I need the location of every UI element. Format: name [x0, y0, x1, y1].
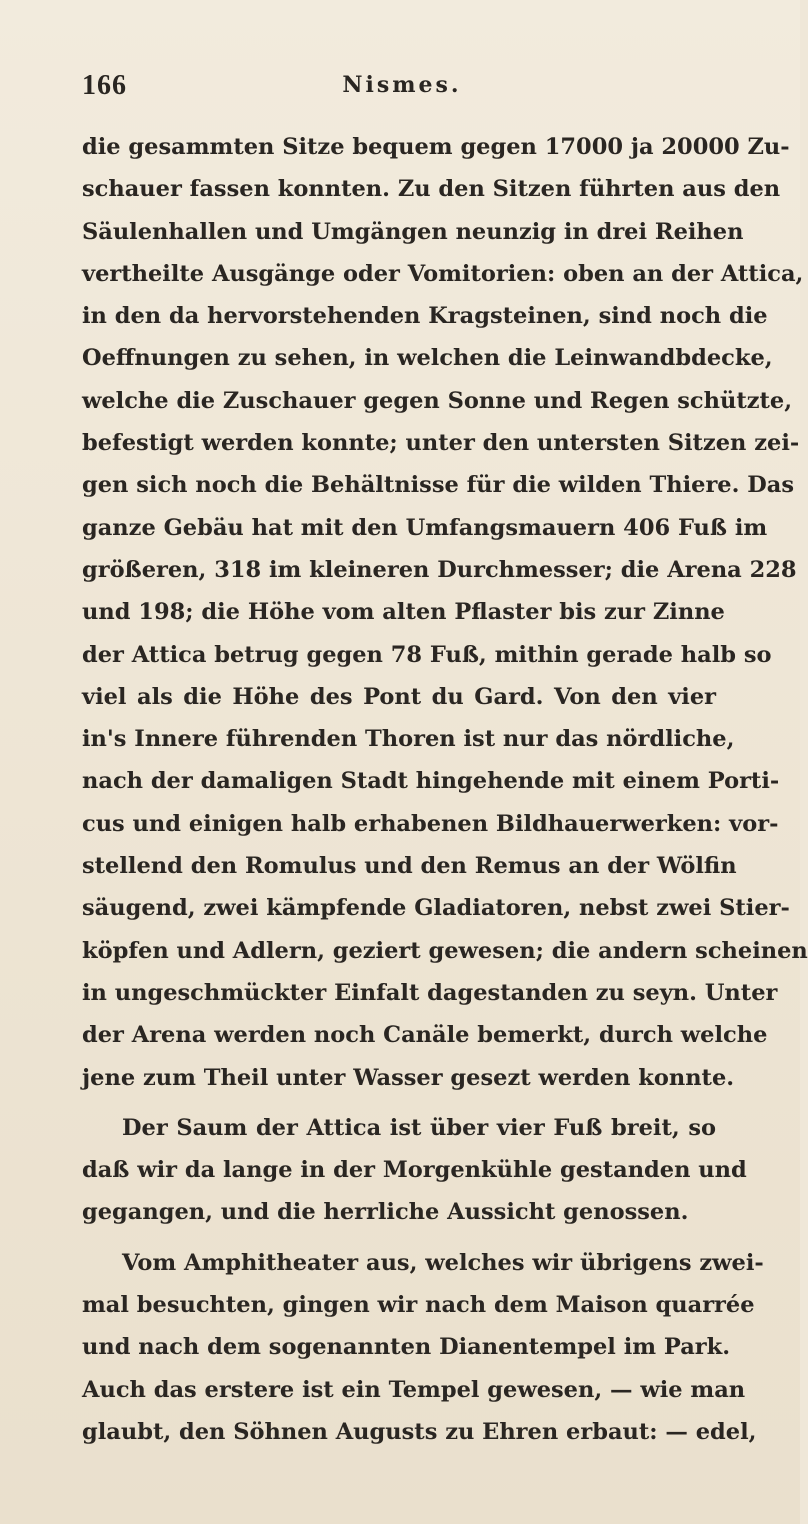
text-line: daß wir da lange in der Morgenkühle gestanden und	[82, 1157, 747, 1184]
text-line: und 198; die Höhe vom alten Pflaster bis zur Zinne	[82, 599, 725, 626]
text-line: köpfen und Adlern, geziert gewesen; die andern scheinen	[82, 937, 808, 964]
paragraph	[82, 1242, 764, 1453]
body-text	[82, 126, 808, 1453]
text-line: nach der damaligen Stadt hingehende mit einem Porti-	[82, 768, 780, 795]
paragraph-gap	[82, 1099, 716, 1107]
text-line: Der Saum der Attica ist über vier Fuß breit, so	[122, 1114, 716, 1141]
text-line: stellend den Romulus und den Remus an der Wölfin	[82, 853, 737, 880]
text-line: der Arena werden noch Canäle bemerkt, durch welche	[82, 1022, 768, 1049]
text-line: befestigt werden konnte; unter den untersten Sitzen zei-	[82, 430, 800, 457]
text-line: säugend, zwei kämpfende Gladiatoren, nebst zwei Stier-	[82, 895, 790, 922]
text-line: glaubt, den Söhnen Augusts zu Ehren erbaut: — edel,	[82, 1418, 757, 1445]
text-line: Vom Amphitheater aus, welches wir übrigens zwei-	[122, 1249, 764, 1276]
paragraph	[82, 126, 808, 1099]
text-line: ganze Gebäu hat mit den Umfangsmauern 406 Fuß im	[82, 514, 768, 541]
running-head: Nismes.	[342, 72, 462, 98]
text-line: Auch das erstere ist ein Tempel gewesen, — wie man	[82, 1376, 746, 1403]
text-line: und nach dem sogenannten Dianentempel im Park.	[82, 1334, 731, 1361]
text-line: vertheilte Ausgänge oder Vomitorien: oben an der Attica,	[82, 260, 804, 287]
text-line: mal besuchten, gingen wir nach dem Maison quarrée	[82, 1292, 755, 1319]
paragraph	[82, 1107, 747, 1234]
text-line: größeren, 318 im kleineren Durchmesser; die Arena 228	[82, 556, 797, 583]
text-line: welche die Zuschauer gegen Sonne und Regen schützte,	[82, 387, 793, 414]
text-line: viel als die Höhe des Pont du Gard. Von den vier	[82, 683, 716, 710]
page-header	[82, 70, 722, 110]
text-line: cus und einigen halb erhabenen Bildhauerwerken: vor-	[82, 810, 779, 837]
text-line: gen sich noch die Behältnisse für die wilden Thiere. Das	[82, 472, 795, 499]
text-line: jene zum Theil unter Wasser gesezt werden konnte.	[82, 1064, 735, 1091]
text-line: schauer fassen konnten. Zu den Sitzen führten aus den	[82, 176, 781, 203]
text-line: in ungeschmückter Einfalt dagestanden zu seyn. Unter	[82, 979, 778, 1006]
text-line: der Attica betrug gegen 78 Fuß, mithin gerade halb so	[82, 641, 772, 668]
text-line: gegangen, und die herrliche Aussicht genossen.	[82, 1199, 689, 1226]
text-line: die gesammten Sitze bequem gegen 17000 ja 20000 Zu-	[82, 134, 790, 160]
text-line: in den da hervorstehenden Kragsteinen, sind noch die	[82, 303, 768, 330]
text-line: in's Innere führenden Thoren ist nur das nördliche,	[82, 726, 735, 753]
text-line: Säulenhallen und Umgängen neunzig in drei Reihen	[82, 218, 744, 245]
page-number: 166	[82, 70, 127, 101]
paragraph-gap	[82, 1234, 716, 1242]
text-line: Oeffnungen zu sehen, in welchen die Leinwandbdecke,	[82, 345, 773, 372]
